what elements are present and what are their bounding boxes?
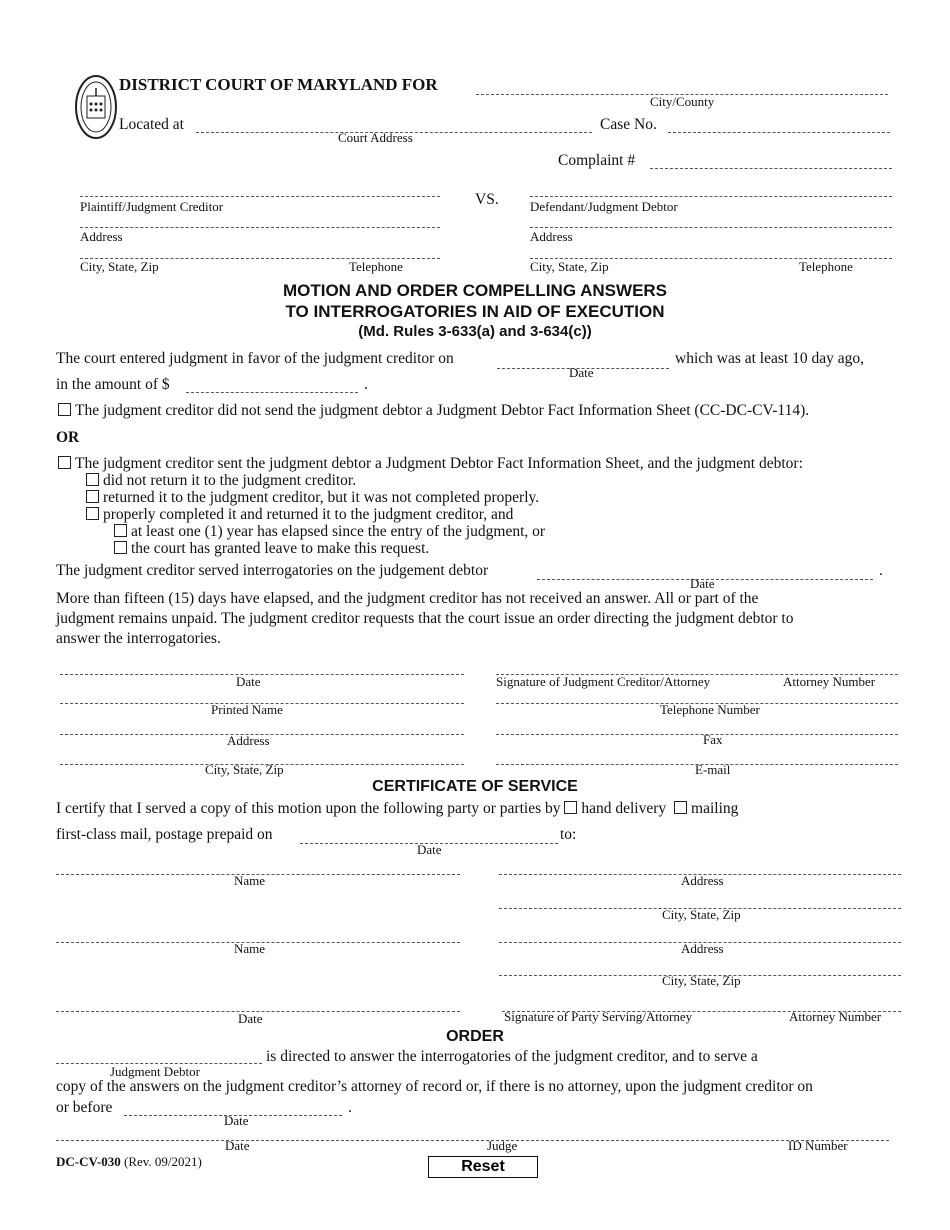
plaintiff-address-input[interactable] (80, 211, 440, 228)
not-returned-checkbox[interactable] (86, 473, 99, 486)
fax-input[interactable] (496, 718, 898, 735)
form-revision: (Rev. 09/2021) (124, 1154, 202, 1169)
plaintiff-city-caption: City, State, Zip (80, 259, 159, 274)
city-county-caption: City/County (650, 94, 715, 109)
served-address-1-caption: Address (681, 873, 724, 888)
certify-line1 (56, 800, 738, 818)
case-no-label: Case No. (600, 116, 657, 133)
served-post: . (879, 562, 883, 579)
served-name-2-caption: Name (234, 941, 266, 956)
plaintiff-address-caption: Address (80, 229, 123, 244)
hand-delivery-label: hand delivery (581, 800, 667, 817)
served-text: The judgment creditor served interrogatories on the judgement debtor (56, 562, 489, 579)
serving-signature-caption: Signature of Party Serving/Attorney (504, 1009, 693, 1024)
defendant-city-caption: City, State, Zip (530, 259, 609, 274)
plaintiff-input[interactable] (80, 180, 440, 197)
motion-date-input[interactable] (60, 658, 464, 675)
served-city-1-caption: City, State, Zip (662, 907, 741, 922)
judge-caption: Judge (487, 1138, 518, 1153)
served-address-2-caption: Address (681, 941, 724, 956)
served-name-1-caption: Name (234, 873, 266, 888)
amount-label: in the amount of $ (56, 376, 170, 393)
serving-attorney-number-caption: Attorney Number (789, 1009, 882, 1024)
amount-post: . (364, 376, 368, 393)
plaintiff-caption: Plaintiff/Judgment Creditor (80, 199, 224, 214)
not-completed-checkbox[interactable] (86, 490, 99, 503)
sub-option-3b-label: the court has granted leave to make this request. (131, 540, 430, 557)
mailing-label: mailing (691, 800, 739, 817)
form-rules: (Md. Rules 3-633(a) and 3-634(c)) (358, 323, 592, 340)
option-not-sent-label: The judgment creditor did not send the judgment debtor a Judgment Debtor Fact Information Sheet (CC-DC-CV-114). (75, 402, 810, 419)
sent-checkbox[interactable] (58, 456, 71, 469)
sub-option-3a-label: at least one (1) year has elapsed since the entry of the judgment, or (131, 523, 546, 540)
fax-caption: Fax (703, 732, 723, 747)
order-before-post: . (348, 1099, 352, 1116)
form-id (56, 1154, 202, 1170)
court-address-caption: Court Address (338, 130, 413, 145)
order-judgment-debtor-input[interactable] (56, 1047, 262, 1064)
served-date-caption: Date (690, 576, 715, 591)
judge-signature-input[interactable] (56, 1124, 889, 1141)
creditor-address-caption: Address (227, 733, 270, 748)
service-date-caption: Date (238, 1011, 263, 1026)
year-elapsed-checkbox[interactable] (114, 524, 127, 537)
para-line2: judgment remains unpaid. The judgment creditor requests that the court issue an order directing the judgment debtor to (56, 610, 794, 627)
vs-label: VS. (475, 191, 499, 208)
court-seal-icon (74, 74, 118, 140)
mail-to: to: (560, 826, 577, 843)
defendant-address-input[interactable] (530, 211, 892, 228)
order-judgment-debtor-caption: Judgment Debtor (110, 1064, 200, 1079)
certify-text: I certify that I served a copy of this motion upon the following party or parties by (56, 800, 561, 817)
mail-date-caption: Date (417, 842, 442, 857)
order-title: ORDER (446, 1028, 504, 1045)
creditor-signature-caption: Signature of Judgment Creditor/Attorney (496, 674, 711, 689)
leave-granted-checkbox[interactable] (114, 541, 127, 554)
order-before-label: or before (56, 1099, 113, 1116)
id-number-caption: ID Number (788, 1138, 848, 1153)
certificate-title: CERTIFICATE OF SERVICE (372, 778, 578, 795)
entered-text: The court entered judgment in favor of the judgment creditor on (56, 350, 454, 367)
creditor-city-caption: City, State, Zip (205, 762, 284, 777)
para-line1: More than fifteen (15) days have elapsed, and the judgment creditor has not received an answer. All or part of the (56, 590, 759, 607)
order-date-caption: Date (225, 1138, 250, 1153)
email-caption: E-mail (695, 762, 731, 777)
motion-date-caption: Date (236, 674, 261, 689)
defendant-address-caption: Address (530, 229, 573, 244)
sub-option-1-label: did not return it to the judgment creditor. (103, 472, 357, 489)
sub-option-2 (86, 489, 539, 507)
para-line3: answer the interrogatories. (56, 630, 221, 647)
printed-name-caption: Printed Name (211, 702, 283, 717)
option-not-sent (58, 402, 809, 420)
defendant-city-telephone-input[interactable] (530, 242, 892, 259)
service-date-input[interactable] (56, 995, 460, 1012)
or-label: OR (56, 429, 80, 446)
sub-option-2-label: returned it to the judgment creditor, but it was not completed properly. (103, 489, 540, 506)
creditor-signature-input[interactable] (496, 658, 898, 675)
sub-option-3-label: properly completed it and returned it to the judgment creditor, and (103, 506, 514, 523)
plaintiff-city-telephone-input[interactable] (80, 242, 440, 259)
mailing-checkbox[interactable] (674, 801, 687, 814)
order-line2: copy of the answers on the judgment creditor’s attorney of record or, if there is no attorney, upon the judgment creditor on (56, 1078, 813, 1095)
sub-option-3 (86, 506, 513, 524)
entered-text-post: which was at least 10 day ago, (675, 350, 864, 367)
located-at-label: Located at (119, 116, 184, 133)
mail-text: first-class mail, postage prepaid on (56, 826, 273, 843)
order-before-date-caption: Date (224, 1113, 249, 1128)
judgment-date-caption: Date (569, 365, 594, 380)
plaintiff-telephone-caption: Telephone (349, 259, 403, 274)
defendant-input[interactable] (530, 180, 892, 197)
option-sent-label: The judgment creditor sent the judgment debtor a Judgment Debtor Fact Information Sheet, and the judgment debtor: (75, 455, 803, 472)
defendant-caption: Defendant/Judgment Debtor (530, 199, 678, 214)
order-line1: is directed to answer the interrogatories of the judgment creditor, and to serve a (266, 1048, 758, 1065)
completed-checkbox[interactable] (86, 507, 99, 520)
attorney-number-caption: Attorney Number (783, 674, 876, 689)
telephone-number-caption: Telephone Number (660, 702, 760, 717)
complaint-input[interactable] (650, 152, 892, 169)
not-sent-checkbox[interactable] (58, 403, 71, 416)
complaint-label: Complaint # (558, 152, 636, 169)
court-title: DISTRICT COURT OF MARYLAND FOR (119, 75, 438, 94)
case-no-input[interactable] (668, 116, 890, 133)
amount-input[interactable] (186, 376, 358, 393)
hand-delivery-checkbox[interactable] (564, 801, 577, 814)
form-title-line1: MOTION AND ORDER COMPELLING ANSWERS (282, 281, 668, 300)
sub-option-3b (114, 540, 429, 558)
option-sent (58, 455, 803, 473)
defendant-telephone-caption: Telephone (799, 259, 853, 274)
form-title-line2: TO INTERROGATORIES IN AID OF EXECUTION (285, 302, 665, 321)
city-county-input[interactable] (476, 78, 888, 95)
form-number: DC-CV-030 (56, 1154, 121, 1169)
served-city-2-caption: City, State, Zip (662, 973, 741, 988)
sub-option-1 (86, 472, 356, 490)
sub-option-3a (114, 523, 545, 541)
reset-button[interactable]: Reset (428, 1156, 538, 1178)
